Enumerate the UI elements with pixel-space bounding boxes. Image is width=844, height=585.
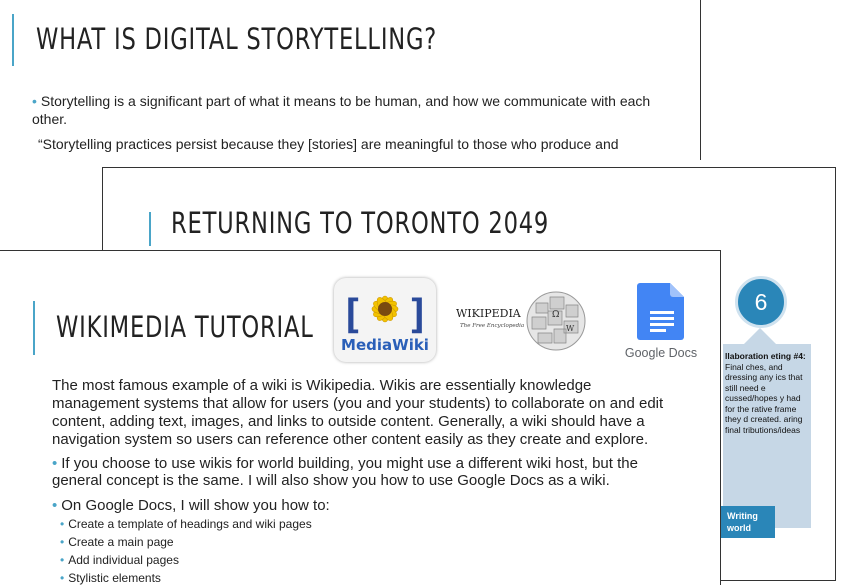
slide-title: WHAT IS DIGITAL STORYTELLING? bbox=[36, 22, 438, 56]
title-accent-bar bbox=[33, 301, 35, 355]
writing-world-button[interactable]: Writing world bbox=[721, 506, 775, 538]
google-docs-logo bbox=[620, 281, 702, 363]
slide-title: RETURNING TO TORONTO 2049 bbox=[171, 206, 550, 240]
bullet-wiki-hosts: • If you choose to use wikis for world building, you might use a different wiki host, but the general concept is the same. I will also show you how to use Google Docs as a wiki. bbox=[52, 455, 638, 489]
list-item: • Create a main page bbox=[60, 535, 174, 549]
quote-text: “Storytelling practices persist because they [stories] are meaningful to those who produce and bbox=[38, 136, 619, 152]
panel-pointer bbox=[744, 328, 776, 344]
bullet-icon: • bbox=[52, 497, 58, 514]
bullet-icon: • bbox=[60, 571, 65, 585]
bullet-text: • Storytelling is a significant part of what it means to be human, and how we communicate with each other. bbox=[32, 93, 651, 127]
slide-body bbox=[32, 92, 672, 153]
title-accent-bar bbox=[149, 212, 151, 246]
bullet-icon: • bbox=[32, 93, 37, 109]
bullet-icon: • bbox=[60, 517, 65, 531]
wikipedia-globe-icon bbox=[456, 281, 588, 357]
step-info-text bbox=[725, 351, 809, 435]
bullet-icon: • bbox=[52, 455, 58, 472]
wikipedia-name: WIKIPEDIA bbox=[456, 307, 521, 320]
panel-body: Final ches, and dressing any ics that still need e cussed/hopes y had for the rative frame they d created. aring final tributions/ideas bbox=[725, 361, 803, 435]
list-item: • Create a template of headings and wiki pages bbox=[60, 517, 312, 531]
wiki-description: The most famous example of a wiki is Wikipedia. Wikis are essentially knowledge management systems that allow for users (you and your students) to collaborate on and edit content, adding text, images, and links to outside content. Generally, a wiki should have a navigation system so users can reference other content easily as they create and explore. bbox=[52, 377, 664, 448]
title-accent-bar bbox=[12, 14, 14, 66]
mediawiki-label: MediaWiki bbox=[341, 336, 429, 354]
google-docs-label: Google Docs bbox=[624, 346, 698, 360]
wikipedia-logo bbox=[456, 281, 588, 357]
slide-title: WIKIMEDIA TUTORIAL bbox=[56, 310, 314, 344]
list-item: • Stylistic elements bbox=[60, 571, 161, 585]
svg-text:]: ] bbox=[406, 292, 431, 338]
bullet-icon: • bbox=[60, 535, 65, 549]
svg-text:[: [ bbox=[340, 292, 365, 338]
svg-text:W: W bbox=[566, 324, 575, 333]
wikipedia-tagline: The Free Encyclopedia bbox=[460, 323, 525, 329]
list-item: • Add individual pages bbox=[60, 553, 179, 567]
bullet-google-docs: • On Google Docs, I will show you how to: bbox=[52, 497, 330, 514]
panel-heading: llaboration eting #4: bbox=[725, 351, 806, 361]
google-docs-icon bbox=[620, 281, 702, 363]
google-docs-steps-list bbox=[60, 515, 660, 585]
step-number-badge: 6 bbox=[735, 276, 787, 328]
slide-what-is-digital-storytelling[interactable] bbox=[0, 0, 701, 160]
mediawiki-logo bbox=[334, 278, 436, 362]
slide-wikimedia-tutorial[interactable] bbox=[0, 250, 721, 585]
mediawiki-sunflower-icon bbox=[334, 278, 436, 362]
bullet-icon: • bbox=[60, 553, 65, 567]
svg-text:Ω: Ω bbox=[552, 310, 560, 320]
